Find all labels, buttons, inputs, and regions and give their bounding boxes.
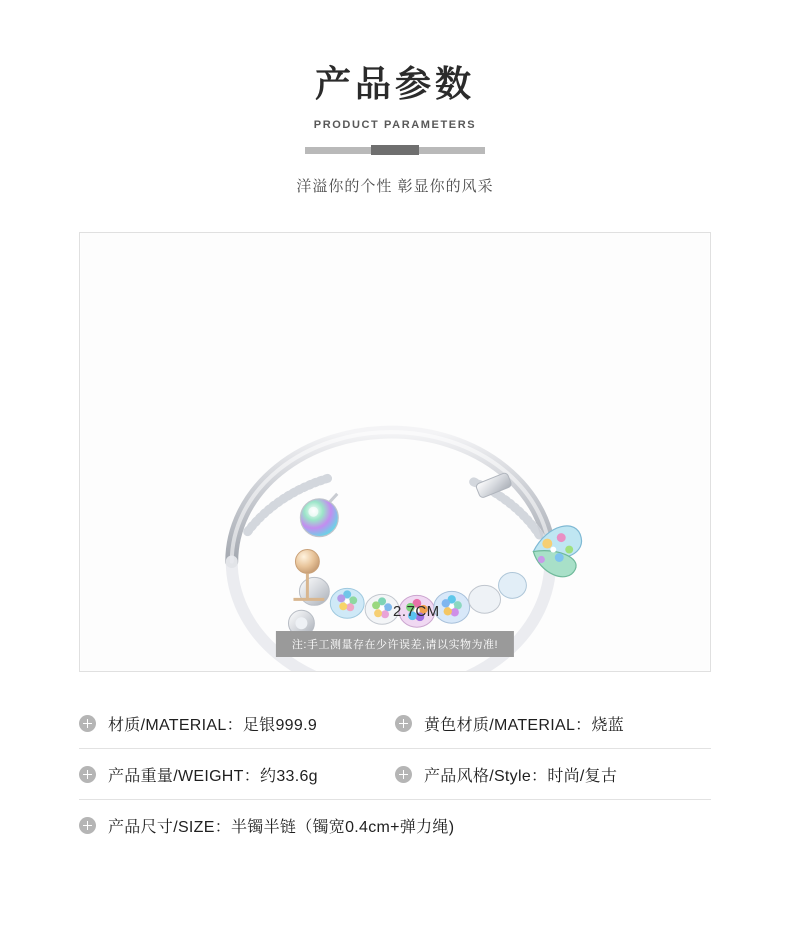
page-tagline: 洋溢你的个性 彰显你的风采 xyxy=(296,178,494,196)
divider-center-bar xyxy=(371,145,419,155)
plus-circle-icon xyxy=(79,766,96,783)
spec-label: 材质/MATERIAL：足银999.9 xyxy=(108,716,318,734)
plus-circle-icon xyxy=(79,715,96,732)
spec-row xyxy=(79,800,711,850)
spec-item-material xyxy=(79,712,395,735)
spec-item-yellow-material xyxy=(395,712,711,735)
divider-left-bar xyxy=(305,147,371,154)
page-subtitle-en: PRODUCT PARAMETERS xyxy=(313,119,477,132)
measurement-note: 注:手工测量存在少许误差,请以实物为准! xyxy=(276,631,514,657)
title-divider xyxy=(0,145,790,155)
spec-label: 产品重量/WEIGHT：约33.6g xyxy=(108,767,318,785)
product-image-panel xyxy=(79,232,711,672)
plus-circle-icon xyxy=(395,715,412,732)
page-header xyxy=(0,0,790,196)
spec-item-weight xyxy=(79,763,395,786)
spec-label: 产品尺寸/SIZE：半镯半链（镯宽0.4cm+弹力绳) xyxy=(108,818,455,836)
spec-item-size xyxy=(79,814,711,837)
spec-list xyxy=(79,698,711,850)
page-title: 产品参数 xyxy=(314,63,475,104)
spec-row xyxy=(79,749,711,800)
spec-item-style xyxy=(395,763,711,786)
plus-circle-icon xyxy=(395,766,412,783)
divider-right-bar xyxy=(419,147,485,154)
spec-label: 产品风格/Style：时尚/复古 xyxy=(424,767,618,785)
spec-row xyxy=(79,698,711,749)
plus-circle-icon xyxy=(79,817,96,834)
size-measurement-label: 2.7CM xyxy=(393,603,440,621)
spec-label: 黄色材质/MATERIAL：烧蓝 xyxy=(424,716,625,734)
